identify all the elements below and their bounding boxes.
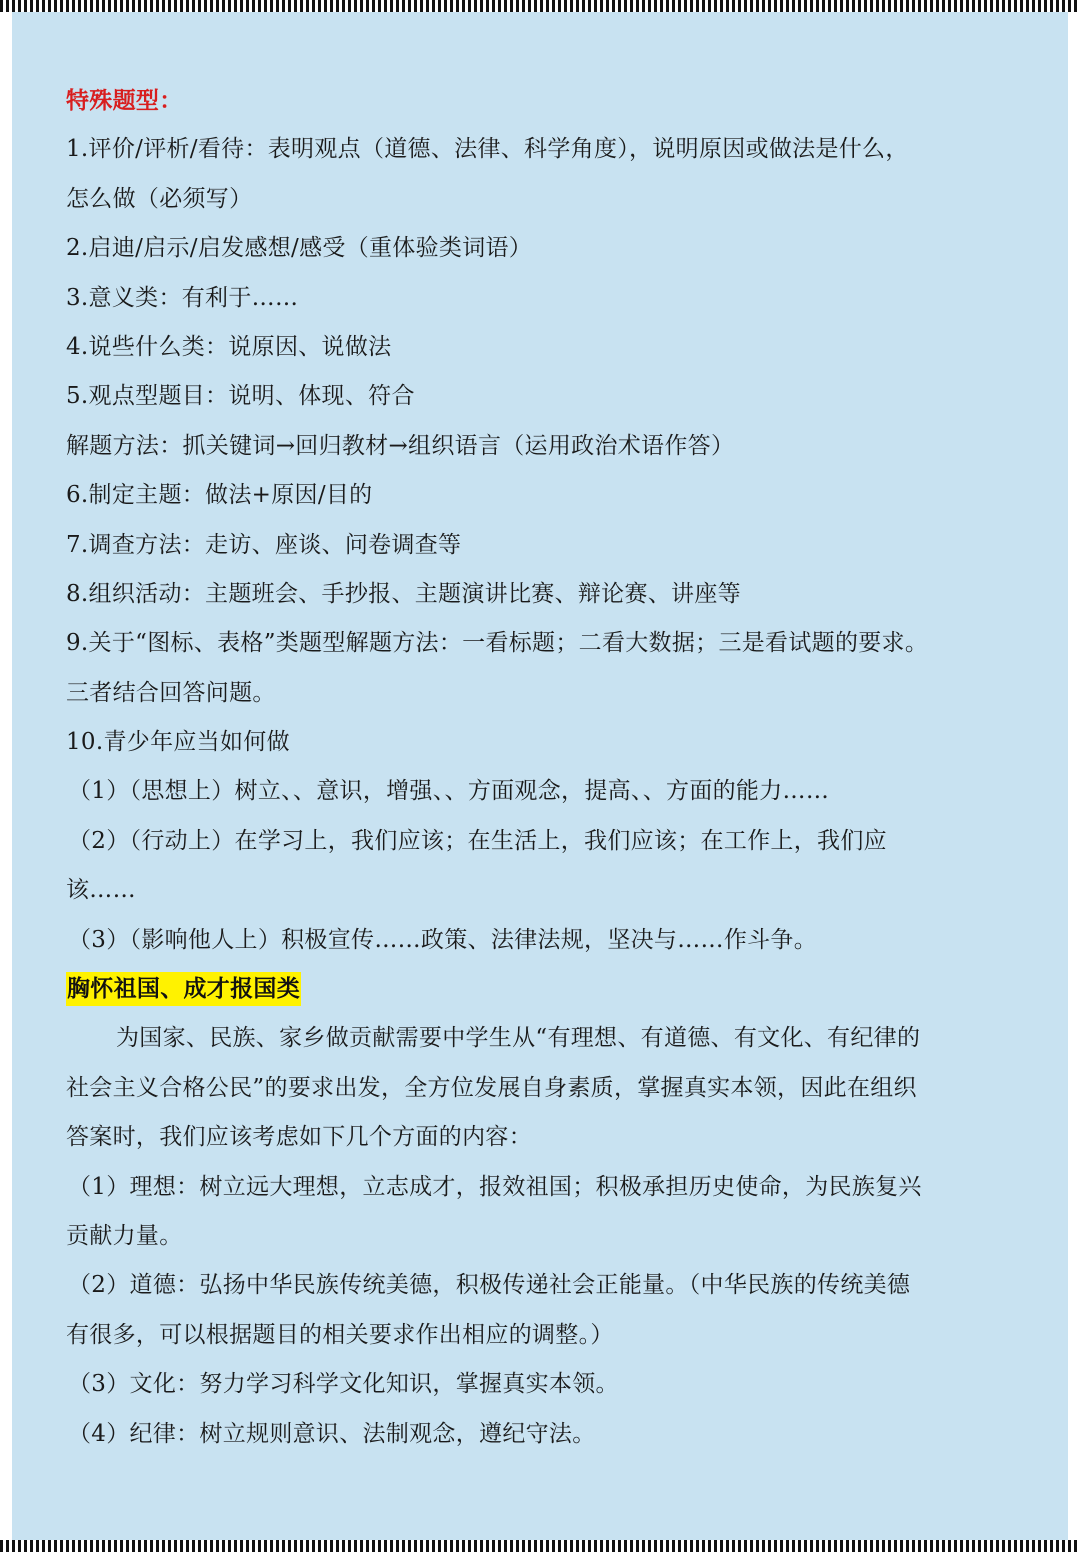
- sub-item-line: （1）理想：树立远大理想，立志成才，报效祖国；积极承担历史使命，为民族复兴: [68, 1173, 922, 1200]
- top-dotted-border: [0, 0, 1080, 12]
- text-line: 怎么做（必须写）: [66, 185, 253, 212]
- text-line: 答案时，我们应该考虑如下几个方面的内容：: [66, 1124, 532, 1151]
- sub-item-line: （2）（行动上）在学习上，我们应该；在生活上，我们应该；在工作上，我们应: [68, 827, 887, 854]
- text-line: 7.调查方法：走访、座谈、问卷调查等: [66, 531, 462, 558]
- sub-item-line: （3）（影响他人上）积极宣传……政策、法律法规，坚决与……作斗争。: [68, 926, 818, 953]
- document-page: [12, 12, 1068, 1540]
- sub-item-line: （1）（思想上）树立、、意识，增强、、方面观念，提高、、方面的能力……: [68, 778, 830, 805]
- section-heading-patriotism: 胸怀祖国、成才报国类: [66, 972, 301, 1006]
- text-line: 8.组织活动：主题班会、手抄报、主题演讲比赛、辩论赛、讲座等: [66, 580, 741, 607]
- text-line: 9.关于“图标、表格”类题型解题方法：一看标题；二看大数据；三是看试题的要求。: [66, 630, 929, 657]
- bottom-dotted-border: [0, 1540, 1080, 1552]
- section-heading-row: [66, 965, 1026, 1014]
- text-line: 10.青少年应当如何做: [66, 729, 290, 756]
- text-line: 4.说些什么类：说原因、说做法: [66, 333, 392, 360]
- text-line: 社会主义合格公民”的要求出发，全方位发展自身素质，掌握真实本领，因此在组织: [66, 1074, 917, 1101]
- text-line: 贡献力量。: [66, 1222, 183, 1249]
- text-line: 5.观点型题目：说明、体现、符合: [66, 383, 415, 410]
- text-line: 解题方法：抓关键词→回归教材→组织语言（运用政治术语作答）: [66, 432, 735, 459]
- section-heading-special-question-types: 特殊题型：: [66, 87, 183, 114]
- document-content: [66, 76, 1026, 1459]
- text-line: 该……: [66, 877, 136, 904]
- text-line: 有很多，可以根据题目的相关要求作出相应的调整。）: [66, 1321, 614, 1348]
- sub-item-line: （4）纪律：树立规则意识、法制观念，遵纪守法。: [68, 1420, 596, 1447]
- text-line: 1.评价/评析/看待：表明观点（道德、法律、科学角度），说明原因或做法是什么，: [66, 136, 909, 163]
- text-line: 6.制定主题：做法+原因/目的: [66, 482, 373, 509]
- sub-item-line: （2）道德：弘扬中华民族传统美德，积极传递社会正能量。（中华民族的传统美德: [68, 1272, 911, 1299]
- sub-item-line: （3）文化：努力学习科学文化知识，掌握真实本领。: [68, 1371, 619, 1398]
- text-line: 三者结合回答问题。: [66, 679, 276, 706]
- paragraph-first-line: 为国家、民族、家乡做贡献需要中学生从“有理想、有道德、有文化、有纪律的: [116, 1025, 921, 1052]
- text-line: 3.意义类：有利于……: [66, 284, 299, 311]
- text-line: 2.启迪/启示/启发感想/感受（重体验类词语）: [66, 235, 533, 262]
